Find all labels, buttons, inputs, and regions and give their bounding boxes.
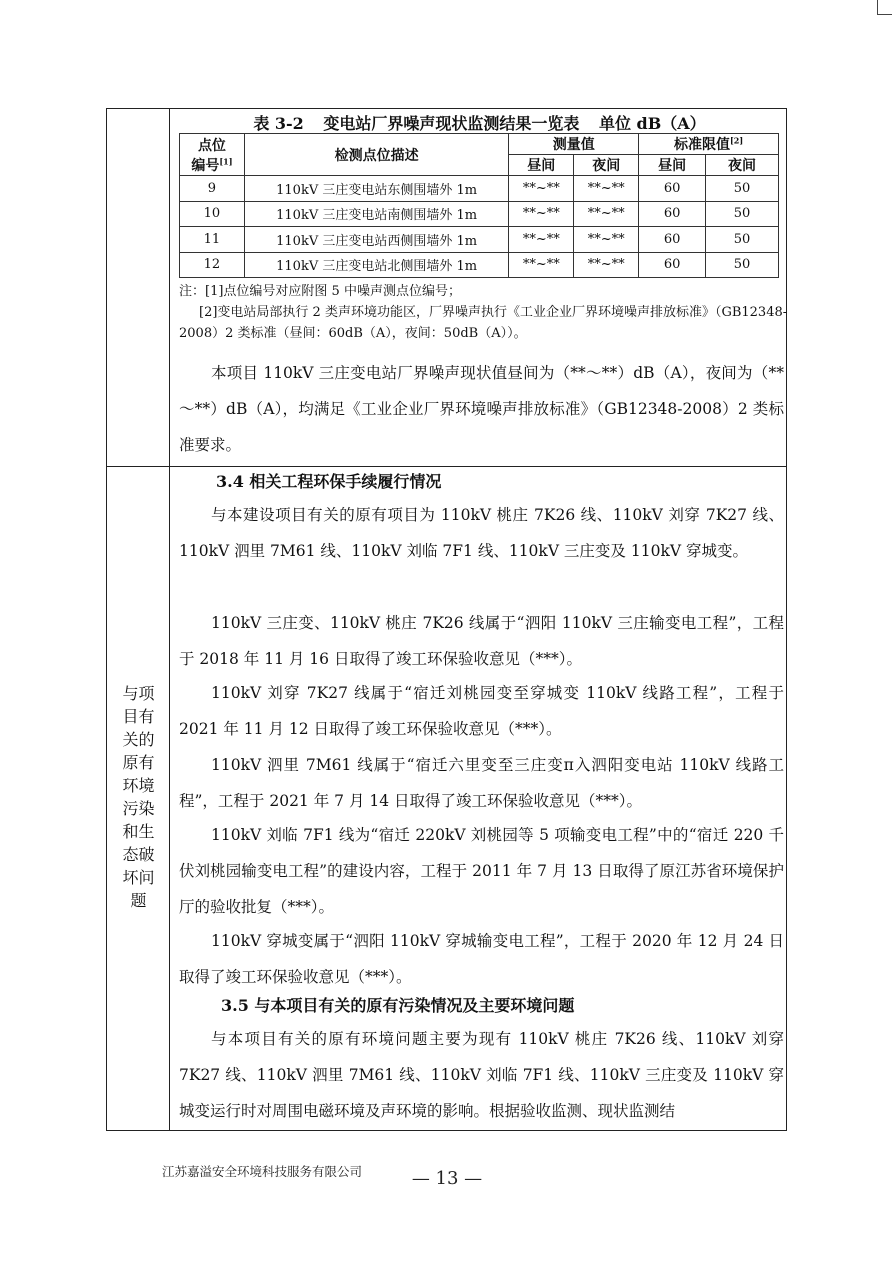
- cell-measured-night: **~**: [574, 176, 639, 202]
- side-label-line: 态破: [122, 845, 155, 864]
- summary-paragraph: 本项目 110kV 三庄变电站厂界噪声现状值昼间为（**～**）dB（A），夜间为（**～**）dB（A），均满足《工业企业厂界环境噪声排放标准》（GB12348-2008）2 类标准要求。: [179, 364, 784, 454]
- section-3-4-para-2: 110kV 三庄变、110kV 桃庄 7K26 线属于“泗阳 110kV 三庄输变电工程”，工程于 2018 年 11 月 16 日取得了竣工环保验收意见（***）。: [179, 614, 784, 668]
- header-point-no-line1: 点位: [197, 137, 226, 154]
- cell-description: 110kV 三庄变电站东侧围墙外 1m: [244, 176, 508, 202]
- cell-measured-day: **~**: [509, 201, 574, 227]
- cell-point-no: 9: [180, 176, 245, 202]
- side-label-line: 环境: [122, 776, 155, 795]
- header-limit-text: 标准限值: [674, 137, 731, 153]
- page-corner-mark: [877, 0, 892, 15]
- note-2: [2]变电站局部执行 2 类声环境功能区，厂界噪声执行《工业企业厂界环境噪声排放标准》（GB12348-2008）2 类标准（昼间：60dB（A），夜间：50dB（A））。: [179, 305, 788, 341]
- cell-description: 110kV 三庄变电站北侧围墙外 1m: [244, 252, 508, 278]
- cell-limit-night: 50: [706, 227, 779, 253]
- side-label-line: 污染: [122, 799, 155, 818]
- side-label-line: 和生: [122, 822, 155, 841]
- table-row: [180, 201, 779, 227]
- section-3-5-para-1: 与本项目有关的原有环境问题主要为现有 110kV 桃庄 7K26 线、110kV 刘穿 7K27 线、110kV 泗里 7M61 线、110kV 刘临 7F1 线、110kV 三庄变及 110kV 穿城变运行时对周围电磁环境及声环境的影响。根据验收监测、现状监测结: [179, 1030, 784, 1120]
- header-limit: [639, 134, 779, 155]
- cell-point-no: 10: [180, 201, 245, 227]
- cell-measured-night: **~**: [574, 201, 639, 227]
- page-number: — 13 —: [411, 1168, 483, 1189]
- cell-measured-day: **~**: [509, 227, 574, 253]
- table-number: 表 3-2: [253, 114, 304, 133]
- header-point-no-line2: 编号: [191, 157, 220, 174]
- cell-measured-day: **~**: [509, 176, 574, 202]
- header-point-no-note: [1]: [219, 155, 233, 166]
- cell-limit-night: 50: [706, 201, 779, 227]
- table-title: [171, 111, 788, 134]
- cell-measured-night: **~**: [574, 252, 639, 278]
- header-limit-note: [2]: [730, 135, 744, 146]
- header-limit-night: 夜间: [706, 155, 779, 176]
- side-label-line: 关的: [122, 730, 155, 749]
- header-measured-day: 昼间: [509, 155, 574, 176]
- table-row: [180, 227, 779, 253]
- section-3-4-para-5: 110kV 刘临 7F1 线为“宿迁 220kV 刘桃园等 5 项输变电工程”中的“宿迁 220 千伏刘桃园输变电工程”的建设内容，工程于 2011 年 7 月 13 日取得了原江苏省环境保护厅的验收批复（***）。: [179, 826, 784, 916]
- noise-table: [179, 133, 779, 278]
- cell-limit-night: 50: [706, 252, 779, 278]
- cell-limit-day: 60: [639, 227, 706, 253]
- cell-description: 110kV 三庄变电站南侧围墙外 1m: [244, 201, 508, 227]
- footer-company: 江苏嘉溢安全环境科技服务有限公司: [162, 1164, 363, 1179]
- row-divider: [107, 466, 786, 467]
- section-3-4-para-1: 与本建设项目有关的原有项目为 110kV 桃庄 7K26 线、110kV 刘穿 7K27 线、110kV 泗里 7M61 线、110kV 刘临 7F1 线、110kV 三庄变及 110kV 穿城变。: [179, 506, 784, 560]
- side-label-line: 题: [130, 891, 147, 910]
- side-label-line: 坏问: [122, 868, 155, 887]
- cell-point-no: 12: [180, 252, 245, 278]
- cell-limit-day: 60: [639, 201, 706, 227]
- left-label-column: [107, 109, 170, 1130]
- side-label-line: 原有: [122, 753, 155, 772]
- section-3-4-para-6: 110kV 穿城变属于“泗阳 110kV 穿城输变电工程”，工程于 2020 年 12 月 24 日取得了竣工环保验收意见（***）。: [179, 932, 784, 986]
- section-3-5-heading: 3.5 与本项目有关的原有污染情况及主要环境问题: [221, 996, 575, 1015]
- header-limit-day: 昼间: [639, 155, 706, 176]
- table-unit: 单位 dB（A）: [598, 114, 706, 133]
- section-3-4-para-4: 110kV 泗里 7M61 线属于“宿迁六里变至三庄变π入泗阳变电站 110kV 线路工程”，工程于 2021 年 7 月 14 日取得了竣工环保验收意见（***）。: [179, 756, 784, 810]
- header-description: 检测点位描述: [244, 134, 508, 176]
- cell-description: 110kV 三庄变电站西侧围墙外 1m: [244, 227, 508, 253]
- section-3-4-heading: 3.4 相关工程环保手续履行情况: [216, 472, 442, 491]
- cell-point-no: 11: [180, 227, 245, 253]
- header-point-no: [180, 134, 245, 176]
- cell-limit-night: 50: [706, 176, 779, 202]
- side-label-line: 目有: [122, 707, 155, 726]
- table-notes: [179, 281, 789, 344]
- cell-measured-night: **~**: [574, 227, 639, 253]
- note-1: 注：[1]点位编号对应附图 5 中噪声测点位编号；: [179, 284, 461, 299]
- side-label-line: 与项: [122, 684, 155, 703]
- table-row: [180, 252, 779, 278]
- cell-measured-day: **~**: [509, 252, 574, 278]
- table-row: [180, 176, 779, 202]
- header-measured-night: 夜间: [574, 155, 639, 176]
- section-3-4-para-3: 110kV 刘穿 7K27 线属于“宿迁刘桃园变至穿城变 110kV 线路工程”，工程于 2021 年 11 月 12 日取得了竣工环保验收意见（***）。: [179, 684, 784, 738]
- cell-limit-day: 60: [639, 252, 706, 278]
- table-title-text: 变电站厂界噪声现状监测结果一览表: [323, 114, 580, 133]
- header-measured: 测量值: [509, 134, 639, 155]
- cell-limit-day: 60: [639, 176, 706, 202]
- side-label: [107, 682, 170, 912]
- document-frame: [106, 108, 787, 1131]
